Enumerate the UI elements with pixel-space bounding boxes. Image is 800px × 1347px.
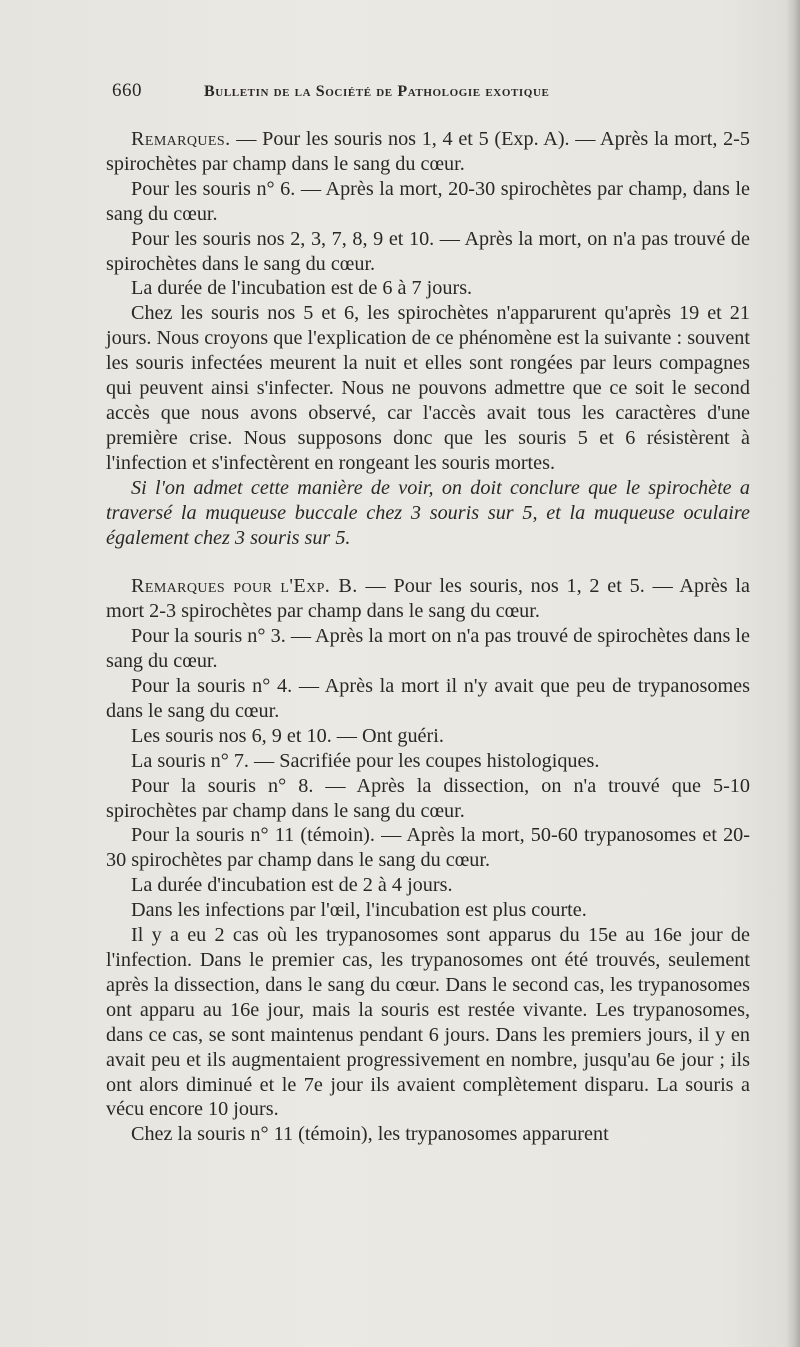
paragraph: Pour les souris nos 2, 3, 7, 8, 9 et 10. — Après la mort, on n'a pas trouvé de spirochètes dans le sang du cœur. (106, 227, 750, 275)
paragraph: Les souris nos 6, 9 et 10. — Ont guéri. (131, 724, 444, 747)
paragraph: Remarques pour l'Exp. B. — Pour les souris, nos 1, 2 et 5. — Après la mort 2-3 spirochètes par champ dans le sang du cœur. (106, 575, 750, 623)
body-text (106, 127, 750, 1147)
running-title: Bulletin de la Société de Pathologie exotique (204, 83, 550, 100)
paragraph: Pour la souris n° 8. — Après la dissection, on n'a trouvé que 5-10 spirochètes par champ dans le sang du cœur. (106, 774, 750, 822)
page-header (112, 80, 672, 106)
paragraph: Dans les infections par l'œil, l'incubation est plus courte. (131, 899, 587, 922)
paragraph: Pour la souris n° 3. — Après la mort on n'a pas trouvé de spirochètes dans le sang du cœur. (106, 625, 750, 673)
italic-conclusion: Si l'on admet cette manière de voir, on doit conclure que le spirochète a traversé la muqueuse buccale chez 3 souris sur 5, et la muqueuse oculaire également chez 3 souris sur 5. (106, 476, 750, 549)
page-number: 660 (112, 80, 142, 101)
paragraph: Il y a eu 2 cas où les trypanosomes sont apparus du 15e au 16e jour de l'infection. Dans le premier cas, les trypanosomes ont été trouvés, seulement après la dissection, dans le sang du cœur. Dans le second cas, les trypanosomes ont apparu au 16e jour, mais la souris est restée vivante. Les trypanosomes, dans ce cas, se sont maintenus pendant 6 jours. Dans les premiers jours, il y en avait peu et ils augmentaient progressivement en nombre, jusqu'au 6e jour ; ils ont alors diminué et le 7e jour ils avaient complètement disparu. La souris a vécu encore 10 jours. (106, 924, 750, 1121)
paragraph-lead: Remarques pour l'Exp. B. (131, 575, 358, 598)
paragraph: La durée d'incubation est de 2 à 4 jours. (131, 874, 453, 897)
page-edge-shadow (786, 0, 800, 1347)
paragraph: Remarques. — Pour les souris nos 1, 4 et 5 (Exp. A). — Après la mort, 2-5 spirochètes par champ dans le sang du cœur. (106, 128, 750, 175)
paragraph: Pour les souris n° 6. — Après la mort, 20-30 spirochètes par champ, dans le sang du cœur. (106, 177, 750, 225)
paragraph: La durée de l'incubation est de 6 à 7 jours. (131, 277, 473, 300)
paragraph: Chez la souris n° 11 (témoin), les trypanosomes apparurent (131, 1123, 609, 1146)
paragraph: Pour la souris n° 11 (témoin). — Après la mort, 50-60 trypanosomes et 20-30 spirochètes par champ dans le sang du cœur. (106, 824, 750, 872)
paragraph: Chez les souris nos 5 et 6, les spirochètes n'apparurent qu'après 19 et 21 jours. Nous croyons que l'explication de ce phénomène est la suivante : souvent les souris infectées meurent la nuit et elles sont rongées par leurs compagnes qui peuvent ainsi s'infecter. Nous ne pouvons admettre que ce soit le second accès que nous avons observé, car l'accès avait tous les caractères d'une première crise. Nous supposons donc que les souris 5 et 6 résistèrent à l'infection et s'infectèrent en rongeant les souris mortes. (106, 302, 750, 474)
paragraph: Pour la souris n° 4. — Après la mort il n'y avait que peu de trypanosomes dans le sang du cœur. (106, 675, 750, 722)
paragraph: La souris n° 7. — Sacrifiée pour les coupes histologiques. (131, 749, 600, 772)
paragraph-lead: Remarques. (131, 128, 231, 150)
